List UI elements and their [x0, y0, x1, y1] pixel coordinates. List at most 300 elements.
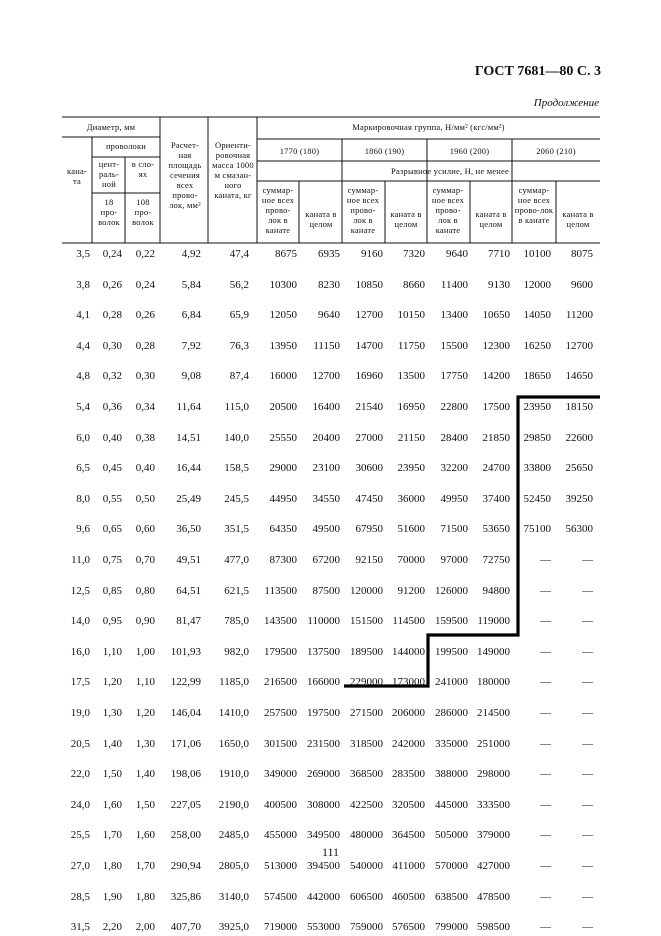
table-cell: 7710 — [488, 248, 510, 260]
table-cell: 27,0 — [70, 860, 90, 872]
table-cell: 144000 — [392, 645, 425, 658]
table-cell: 540000 — [350, 860, 383, 872]
table-cell: 10150 — [397, 309, 425, 322]
table-cell: 0,90 — [135, 615, 155, 628]
table-cell: 76,3 — [229, 339, 249, 352]
table-cell: 505000 — [435, 829, 468, 842]
table-cell: 1650,0 — [218, 737, 249, 750]
table-cell: — — [582, 921, 593, 934]
table-cell: 245,5 — [224, 492, 249, 505]
table-cell: 97000 — [440, 554, 468, 566]
table-cell: 251000 — [477, 737, 510, 750]
table-cell: 799000 — [435, 921, 468, 934]
table-cell: 11,64 — [176, 401, 201, 413]
table-cell: 137500 — [307, 645, 340, 658]
table-cell: 9,6 — [76, 523, 90, 536]
table-cell: 151500 — [350, 615, 383, 628]
table-cell: 25,49 — [176, 492, 201, 505]
table-cell: 20,5 — [70, 737, 90, 750]
table-cell: 6,84 — [181, 309, 201, 322]
table-cell: 14,51 — [176, 431, 201, 444]
table-cell: 114500 — [392, 615, 425, 628]
table-cell: 0,85 — [102, 584, 122, 597]
table-cell: 407,70 — [170, 921, 201, 934]
table-cell: 113500 — [264, 584, 297, 597]
table-cell: 0,80 — [135, 584, 155, 597]
table-cell: 33800 — [523, 462, 551, 475]
table-cell: — — [540, 584, 551, 597]
table-cell: 325,86 — [170, 890, 201, 903]
table-cell: 81,47 — [176, 615, 201, 628]
table-cell: 9600 — [571, 278, 593, 291]
table-cell: 64350 — [269, 523, 297, 536]
table-cell: 171,06 — [170, 737, 201, 750]
table-cell: 5,4 — [76, 401, 90, 413]
table-cell: 16000 — [269, 370, 297, 383]
table-cell: 229000 — [350, 676, 383, 689]
table-cell: 11750 — [397, 339, 425, 352]
table-cell: 15500 — [440, 339, 468, 352]
table-cell: 394500 — [307, 860, 340, 872]
table-cell: 574500 — [264, 890, 297, 903]
header-wires-108: 108 про-волок — [132, 197, 154, 227]
table-cell: — — [540, 737, 551, 750]
table-cell: 6,5 — [76, 462, 90, 475]
table-cell: 25550 — [269, 431, 297, 444]
table-cell: 29850 — [523, 431, 551, 444]
table-cell: 24700 — [482, 462, 510, 475]
table-cell: — — [582, 645, 593, 658]
document-reference: ГОСТ 7681—80 С. 3 — [474, 64, 601, 79]
table-cell: 3925,0 — [218, 921, 249, 934]
table-cell: 72750 — [482, 554, 510, 566]
table-cell: 0,38 — [135, 431, 155, 444]
table-cell: 1,50 — [135, 798, 155, 811]
table-cell: 0,75 — [102, 554, 122, 566]
table-cell: 17750 — [440, 370, 468, 383]
table-cell: — — [540, 860, 551, 872]
table-cell: 36000 — [397, 492, 425, 505]
table-cell: 1910,0 — [218, 768, 249, 781]
table-cell: 0,45 — [102, 462, 122, 475]
table-cell: — — [582, 707, 593, 719]
table-cell: 7,92 — [181, 339, 201, 352]
header-rope-whole-2: каната в целом — [390, 209, 422, 229]
table-cell: 6,0 — [76, 431, 90, 444]
table-cell: 197500 — [307, 707, 340, 719]
table-cell: — — [582, 768, 593, 781]
table-cell: 12050 — [269, 309, 297, 322]
table-cell: — — [540, 707, 551, 719]
table-cell: 115,0 — [224, 401, 249, 413]
header-rope: кана-та — [67, 166, 87, 186]
table-cell: 480000 — [350, 829, 383, 842]
table-cell: 5,84 — [181, 278, 201, 291]
table-cell: 20500 — [269, 401, 297, 413]
table-cell: 21540 — [355, 401, 383, 413]
header-rope-whole-4: каната в целом — [562, 209, 594, 229]
header-central: цент-раль-ной — [98, 159, 120, 189]
table-cell: 14700 — [355, 339, 383, 352]
table-cell: 173000 — [392, 676, 425, 689]
header-sum-wires-3: суммар-ное всех прово-лок в канате — [431, 185, 465, 235]
table-cell: — — [582, 860, 593, 872]
table-cell: 576500 — [392, 921, 425, 934]
table-cell: 49500 — [312, 523, 340, 536]
table-cell: 1,80 — [135, 890, 155, 903]
table-cell: 13950 — [269, 339, 297, 352]
header-grade-1770: 1770 (180) — [279, 146, 320, 156]
table-cell: 333500 — [477, 798, 510, 811]
table-cell: 23950 — [523, 401, 551, 413]
table-cell: 553000 — [307, 921, 340, 934]
table-cell: 17,5 — [70, 676, 90, 689]
table-cell: 1,10 — [102, 645, 122, 658]
table-cell: 120000 — [350, 584, 383, 597]
table-cell: 2485,0 — [218, 829, 249, 842]
table-cell: 49950 — [440, 492, 468, 505]
table-cell: — — [540, 645, 551, 658]
table-cell: 0,30 — [135, 370, 155, 383]
table-cell: 0,36 — [102, 401, 122, 413]
table-cell: 1,20 — [135, 707, 155, 719]
table-cell: 65,9 — [229, 309, 249, 322]
table-cell: 126000 — [435, 584, 468, 597]
table-cell: 198,06 — [170, 768, 201, 781]
table-cell: 1,00 — [135, 645, 155, 658]
table-cell: 71500 — [440, 523, 468, 536]
table-cell: 290,94 — [170, 860, 201, 872]
table-cell: 8230 — [318, 278, 340, 291]
header-area: Расчет-ная площадь сечения всех прово-лок, мм² — [168, 140, 202, 210]
table-cell: 14200 — [482, 370, 510, 383]
table-cell: — — [540, 768, 551, 781]
header-grade-1860: 1860 (190) — [364, 146, 405, 156]
table-cell: 4,92 — [181, 248, 201, 260]
table-cell: 87,4 — [229, 370, 249, 383]
table-cell: 14,0 — [70, 615, 90, 628]
table-cell: — — [582, 829, 593, 842]
table-cell: 335000 — [435, 737, 468, 750]
table-cell: 53650 — [482, 523, 510, 536]
table-cell: 14650 — [565, 370, 593, 383]
table-cell: 16960 — [355, 370, 383, 383]
header-wires-18: 18 про-волок — [98, 197, 120, 227]
table-cell: 12700 — [312, 370, 340, 383]
table-cell: 12700 — [355, 309, 383, 322]
table-cell: 92150 — [355, 554, 383, 566]
table-cell: 28400 — [440, 431, 468, 444]
table-cell: 0,70 — [135, 554, 155, 566]
table-cell: 21150 — [397, 431, 425, 444]
table-cell: 2190,0 — [218, 798, 249, 811]
table-cell: 47450 — [355, 492, 383, 505]
page-number: 111 — [321, 845, 340, 859]
table-cell: 3,5 — [76, 248, 90, 260]
table-cell: 214500 — [477, 707, 510, 719]
table-cell: 0,55 — [102, 492, 122, 505]
table-cell: 9,08 — [181, 370, 201, 383]
table-cell: 3,8 — [76, 278, 90, 291]
table-cell: 759000 — [350, 921, 383, 934]
table-cell: 16250 — [523, 339, 551, 352]
table-cell: 44950 — [269, 492, 297, 505]
table-cell: 13500 — [397, 370, 425, 383]
table-cell: 22,0 — [70, 768, 90, 781]
table-cell: 1,50 — [102, 768, 122, 781]
table-cell: 638500 — [435, 890, 468, 903]
table-cell: 11200 — [565, 309, 593, 322]
table-cell: 30600 — [355, 462, 383, 475]
table-cell: 146,04 — [170, 707, 201, 719]
table-cell: 1,40 — [102, 737, 122, 750]
table-cell: — — [540, 829, 551, 842]
table-cell: 6935 — [318, 248, 340, 260]
continuation-label: Продолжение — [533, 97, 599, 109]
table-cell: 9130 — [488, 278, 510, 291]
table-cell: 1,30 — [135, 737, 155, 750]
table-cell: 20400 — [312, 431, 340, 444]
table-cell: 785,0 — [224, 615, 249, 628]
table-cell: 17500 — [482, 401, 510, 413]
table-cell: 442000 — [307, 890, 340, 903]
table-cell: — — [582, 737, 593, 750]
table-cell: 301500 — [264, 737, 297, 750]
table-cell: 308000 — [307, 798, 340, 811]
table-cell: 31,5 — [70, 921, 90, 934]
table-cell: 445000 — [435, 798, 468, 811]
table-cell: 37400 — [482, 492, 510, 505]
table-cell: 570000 — [435, 860, 468, 872]
table-cell: 351,5 — [224, 523, 249, 536]
table-cell: 10100 — [523, 248, 551, 260]
header-mass: Ориенти-ровочная масса 1000 м смазан-ного каната, кг — [212, 140, 254, 200]
table-cell: 411000 — [392, 860, 425, 872]
table-cell: 12700 — [565, 339, 593, 352]
table-cell: 364500 — [392, 829, 425, 842]
table-cell: — — [540, 615, 551, 628]
table-cell: 12000 — [523, 278, 551, 291]
table-cell: 4,8 — [76, 370, 90, 383]
header-wires: проволоки — [105, 141, 147, 151]
table-cell: 2,20 — [102, 921, 122, 934]
table-cell: 122,99 — [170, 676, 201, 689]
header-rope-whole-1: каната в целом — [305, 209, 337, 229]
table-cell: 11150 — [313, 339, 340, 352]
table-cell: 1,80 — [102, 860, 122, 872]
table-cell: 52450 — [523, 492, 551, 505]
table-cell: 1185,0 — [219, 676, 249, 689]
table-cell: 119000 — [477, 615, 510, 628]
table-cell: 27000 — [355, 431, 383, 444]
table-cell: 258,00 — [170, 829, 201, 842]
table-cell: 349000 — [264, 768, 297, 781]
table-cell: 25650 — [565, 462, 593, 475]
table-cell: 231500 — [307, 737, 340, 750]
table-cell: 189500 — [350, 645, 383, 658]
table-cell: 8,0 — [76, 492, 90, 505]
table-cell: 298000 — [477, 768, 510, 781]
table-cell: 349500 — [307, 829, 340, 842]
table-cell: — — [540, 554, 551, 566]
table-cell: 3140,0 — [218, 890, 249, 903]
table-cell: 368500 — [350, 768, 383, 781]
table-cell: 18150 — [565, 401, 593, 413]
table-cell: — — [540, 890, 551, 903]
table-cell: 0,26 — [135, 309, 155, 322]
table-cell: 34550 — [312, 492, 340, 505]
header-in-layers: в сло-ях — [131, 159, 155, 179]
table-cell: 400500 — [264, 798, 297, 811]
table-cell: 9640 — [318, 309, 340, 322]
table-cell: 75100 — [523, 523, 551, 536]
table-cell: 11,0 — [71, 554, 90, 566]
table-cell: 16,0 — [70, 645, 90, 658]
table-cell: 1,90 — [102, 890, 122, 903]
table-cell: 10650 — [482, 309, 510, 322]
table-cell: — — [540, 798, 551, 811]
table-cell: 101,93 — [170, 645, 201, 658]
table-cell: 0,30 — [102, 339, 122, 352]
table-cell: 110000 — [307, 615, 340, 628]
table-cell: 8075 — [571, 248, 593, 260]
table-cell: 18650 — [523, 370, 551, 383]
table-cell: 2805,0 — [218, 860, 249, 872]
header-rope-whole-3: каната в целом — [475, 209, 507, 229]
table-cell: 455000 — [264, 829, 297, 842]
table-cell: 318500 — [350, 737, 383, 750]
table-cell: 149000 — [477, 645, 510, 658]
table-cell: 227,05 — [170, 798, 201, 811]
table-cell: 0,40 — [135, 462, 155, 475]
table-cell: 242000 — [392, 737, 425, 750]
table-cell: 2,00 — [135, 921, 155, 934]
table-cell: 47,4 — [229, 248, 249, 260]
header-grade-1960: 1960 (200) — [449, 146, 490, 156]
table-cell: 216500 — [264, 676, 297, 689]
table-cell: 1,10 — [135, 676, 155, 689]
table-cell: 19,0 — [70, 707, 90, 719]
table-cell: 0,34 — [135, 401, 155, 413]
table-cell: 70000 — [397, 554, 425, 566]
table-cell: 143500 — [264, 615, 297, 628]
table-cell: 180000 — [477, 676, 510, 689]
table-cell: 94800 — [482, 584, 510, 597]
table-cell: 16,44 — [176, 462, 201, 475]
table-cell: 23100 — [312, 462, 340, 475]
table-cell: 12300 — [482, 339, 510, 352]
table-cell: 427000 — [477, 860, 510, 872]
table-cell: 39250 — [565, 492, 593, 505]
table-cell: 0,32 — [102, 370, 122, 383]
table-cell: 7320 — [403, 248, 425, 260]
table-cell: 36,50 — [176, 523, 201, 536]
table-cell: 21850 — [482, 431, 510, 444]
table-cell: — — [582, 676, 593, 689]
table-cell: — — [582, 554, 593, 566]
table-cell: 379000 — [477, 829, 510, 842]
table-cell: 1,70 — [135, 860, 155, 872]
table-cell: 14050 — [523, 309, 551, 322]
table-cell: 22800 — [440, 401, 468, 413]
table-cell: 8675 — [275, 248, 297, 260]
table-cell: 4,1 — [76, 309, 90, 322]
table-cell: 257500 — [264, 707, 297, 719]
table-cell: 179500 — [264, 645, 297, 658]
table-cell: 0,28 — [102, 309, 122, 322]
header-sum-wires-2: суммар-ное всех прово-лок в канате — [346, 185, 380, 235]
table-cell: 159500 — [435, 615, 468, 628]
table-cell: 1,70 — [102, 829, 122, 842]
table-cell: 16950 — [397, 401, 425, 413]
table-cell: 9640 — [446, 248, 468, 260]
table-cell: 166000 — [307, 676, 340, 689]
table-cell: 56300 — [565, 523, 593, 536]
table-cell: — — [582, 798, 593, 811]
header-sum-wires-1: суммар-ное всех прово-лок в канате — [261, 185, 295, 235]
table-cell: 51600 — [397, 523, 425, 536]
table-cell: 1410,0 — [218, 707, 249, 719]
table-cell: 982,0 — [224, 645, 249, 658]
table-cell: — — [582, 890, 593, 903]
table-cell: — — [540, 676, 551, 689]
table-cell: 241000 — [435, 676, 468, 689]
table-cell: 0,26 — [102, 278, 122, 291]
table-cell: 16400 — [312, 401, 340, 413]
table-cell: 206000 — [392, 707, 425, 719]
table-cell: 28,5 — [70, 890, 90, 903]
table-cell: 719000 — [264, 921, 297, 934]
table-cell: 271500 — [350, 707, 383, 719]
table-cell: 158,5 — [224, 462, 249, 475]
table-cell: 56,2 — [229, 278, 249, 291]
table-cell: 477,0 — [224, 554, 249, 566]
table-cell: 67200 — [312, 554, 340, 566]
table-cell: 29000 — [269, 462, 297, 475]
table-cell: 87500 — [312, 584, 340, 597]
table-cell: 199500 — [435, 645, 468, 658]
table-cell: 49,51 — [176, 554, 201, 566]
table-cell: 0,24 — [135, 278, 155, 291]
table-cell: 0,24 — [102, 248, 122, 260]
table-cell: 25,5 — [70, 829, 90, 842]
table-cell: 0,50 — [135, 492, 155, 505]
table-cell: 1,40 — [135, 768, 155, 781]
table-cell: 22600 — [565, 431, 593, 444]
table-cell: 478500 — [477, 890, 510, 903]
table-cell: 1,20 — [102, 676, 122, 689]
table-cell: 1,30 — [102, 707, 122, 719]
table-cell: 11400 — [440, 278, 468, 291]
table-cell: 513000 — [264, 860, 297, 872]
table-cell: 87300 — [269, 554, 297, 566]
table-cell: 140,0 — [224, 431, 249, 444]
table-cell: 606500 — [350, 890, 383, 903]
table-cell: 10850 — [355, 278, 383, 291]
table-cell: 23950 — [397, 462, 425, 475]
header-grade-2060: 2060 (210) — [536, 146, 576, 156]
table-cell: 1,60 — [135, 829, 155, 842]
table-cell: 12,5 — [70, 584, 90, 597]
table-cell: 0,40 — [102, 431, 122, 444]
table-cell: 598500 — [477, 921, 510, 934]
table-cell: 286000 — [435, 707, 468, 719]
table-cell: 0,65 — [102, 523, 122, 536]
table-cell: 621,5 — [224, 584, 249, 597]
table-cell: 320500 — [392, 798, 425, 811]
table-cell: 13400 — [440, 309, 468, 322]
table-cell: 67950 — [355, 523, 383, 536]
